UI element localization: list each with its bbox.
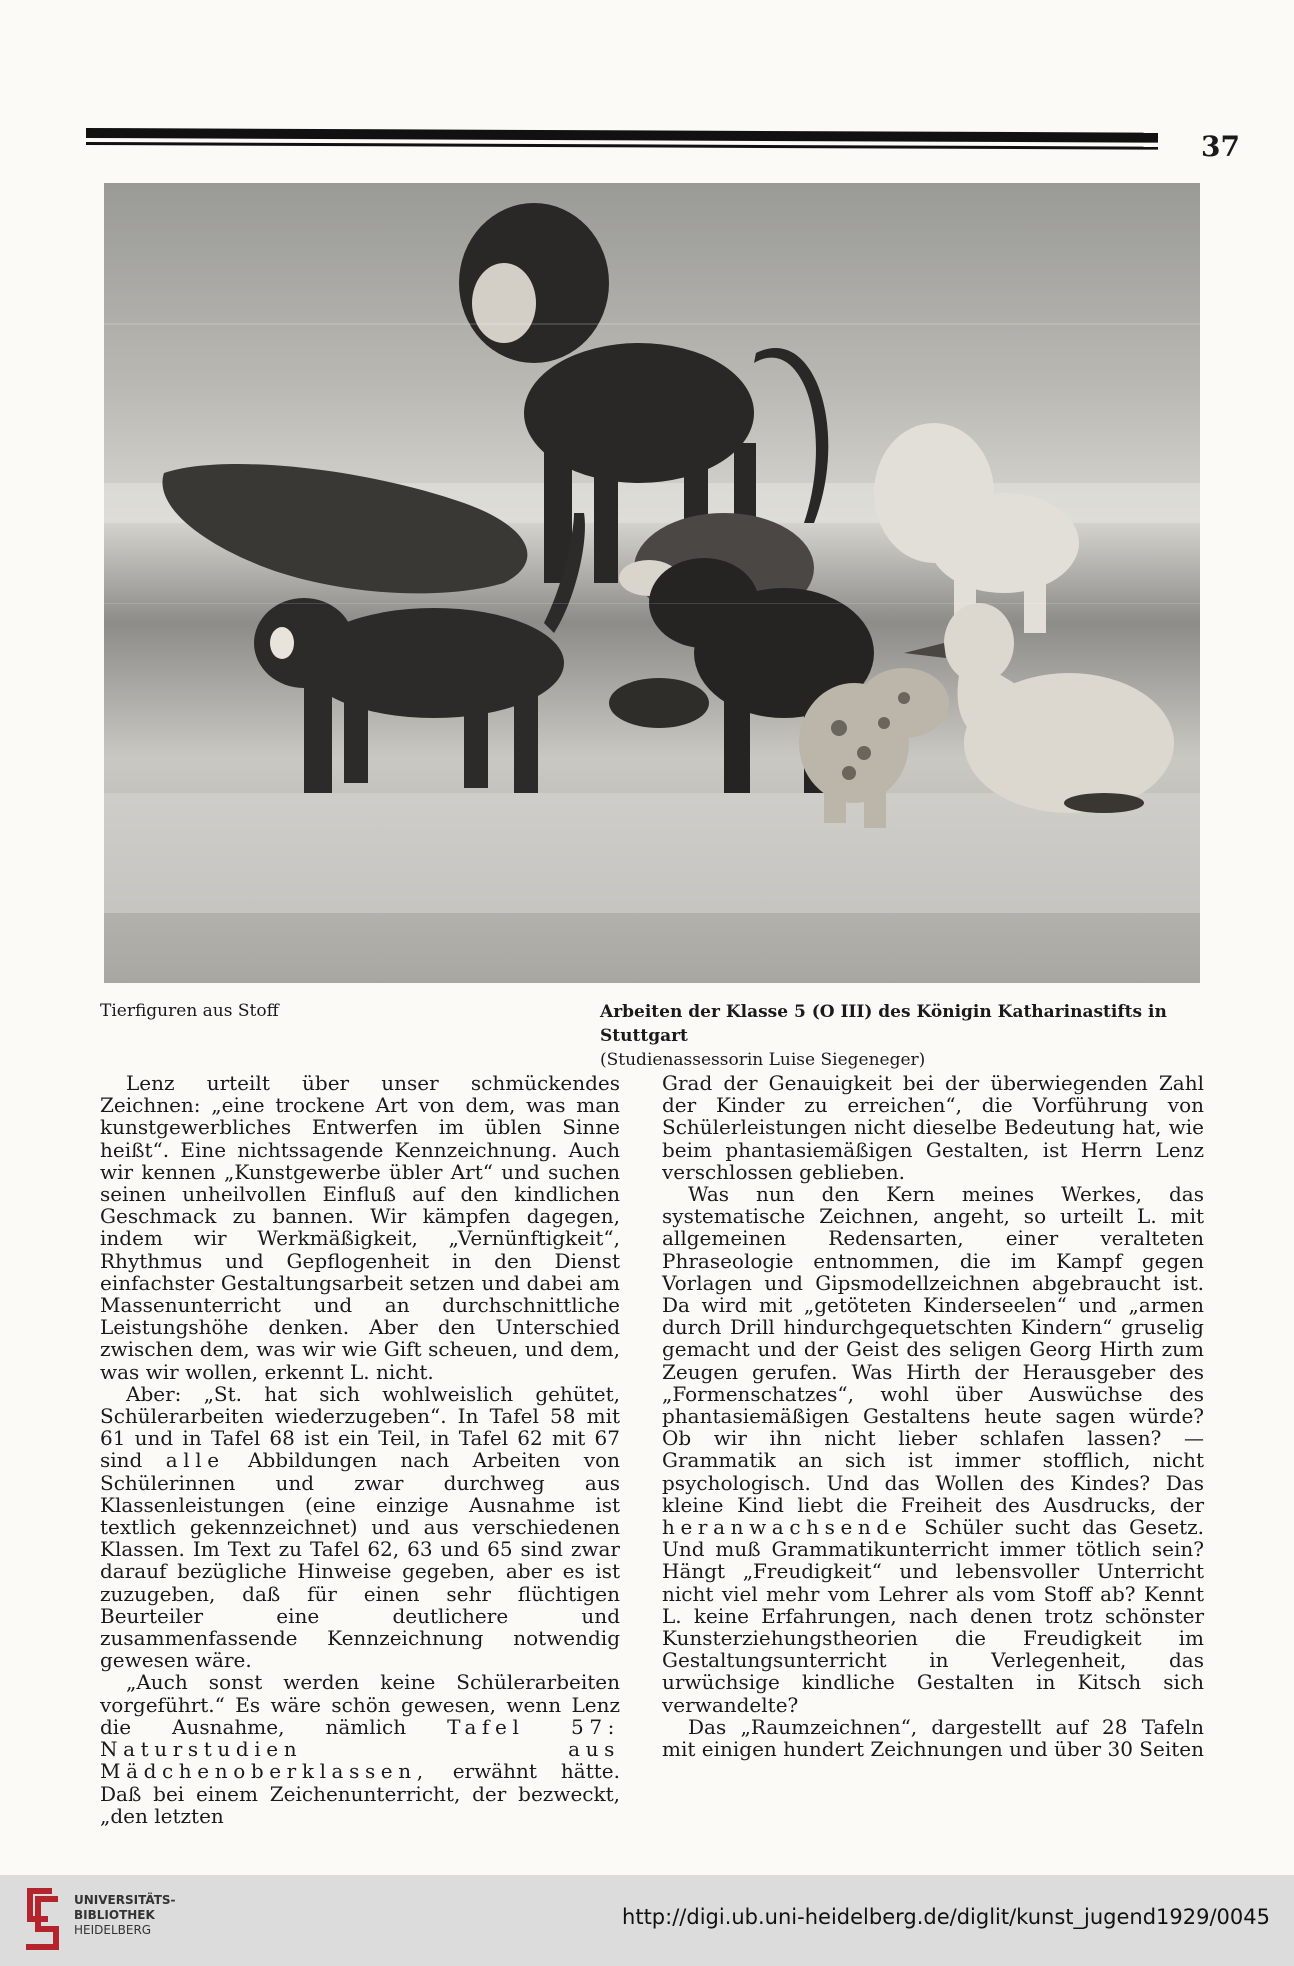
paragraph: Grad der Genauigkeit bei der überwiegenden Zahl der Kinder zu erreichen“, die Vorführung von Schülerleistungen nicht dieselbe Bedeutung hat, wie beim phantasiemäßigen Gestalten, ist Herrn Lenz verschlossen geblieben.: [662, 1071, 1204, 1184]
caption-left: Tierfiguren aus Stoff: [100, 1001, 279, 1021]
text-column-right: [662, 1072, 1204, 1760]
paragraph: Das „Raumzeichnen“, dargestellt auf 28 Tafeln mit einigen hundert Zeichnungen und über 30 Seiten: [662, 1714, 1204, 1762]
header-rule-thick: [86, 128, 1158, 143]
text-run: erwähnt hätte. Daß bei einem Zeichenunterricht, der bezweckt, „den letzten: [100, 1759, 620, 1828]
paragraph: Lenz urteilt über unser schmückendes Zeichnen: „eine trockene Art von dem, was man kunstgewerbliches Entwerfen im üblen Sinne heißt“. Eine nichtssagende Kennzeichnung. Auch wir kennen „Kunstgewerbe übler Art“ und suchen seinen unheilvollen Einfluß auf den kindlichen Geschmack zu bannen. Wir kämpfen dagegen, indem wir Werkmäßigkeit, „Vernünftigkeit“, Rhythmus und Gepflogenheit in den Dienst einfachster Gestaltungsarbeit setzen und dabei am Massenunterricht und an durchschnittliche Leistungshöhe denken. Aber den Unterschied zwischen dem, was wir wie Gift scheuen, und dem, was wir wollen, erkennt L. nicht.: [100, 1071, 620, 1384]
page-number: 37: [1201, 130, 1240, 163]
emphasis-spaced: alle: [165, 1448, 225, 1473]
text-run: Aber: „St. hat sich wohlweislich gehütet, Schülerarbeiten wiederzugeben“. In Tafel 58 mit 61 und in Tafel 68 ist ein Teil, in Tafel 62 mit 67 sind: [100, 1381, 620, 1473]
text-run: Was nun den Kern meines Werkes, das systematische Zeichnen, angeht, so urteilt L. mit allgemeinen Redensarten, einer veralteten Phraseologie entnommen, die im Kampf gegen Vorlagen und Gipsmodellzeichnen abgebraucht ist. Da wird mit „getöteten Kinderseelen“ und „armen durch Drill hindurchgequetschten Kindern“ gruselig gemacht und der Geist des seligen Georg Hirth zum Zeugen gerufen. Was Hirth der Herausgeber des „Formenschatzes“, wohl über Auswüchse des phantasiemäßigen Gestaltens heute sagen würde? Ob wir ihn nicht lieber schlafen lassen? — Grammatik an sich ist immer stofflich, nicht psychologisch. Und das Wollen des Kindes? Das kleine Kind liebt die Freiheit des Ausdrucks, der: [662, 1182, 1204, 1517]
header-rule-thin: [86, 142, 1158, 150]
text-run: Abbildungen nach Arbeiten von Schülerinnen und zwar durchweg aus Klassenleistungen (eine einzige Ausnahme ist textlich gekennzeichnet) und aus verschiedenen Klassen. Im Text zu Tafel 62, 63 und 65 sind zwar darauf bezügliche Hinweise gegeben, aber es ist zuzugeben, daß für einen sehr flüchtigen Beurteiler eine deutlichere und zusammenfassende Kennzeichnung notwendig gewesen wäre.: [100, 1448, 620, 1673]
paragraph: [100, 1383, 620, 1672]
library-logo-icon: [18, 1885, 66, 1953]
text-run: „Auch sonst werden keine Schülerarbeiten vorgeführt.“ Es wäre schön gewesen, wenn Lenz die Ausnahme, nämlich: [100, 1670, 620, 1739]
emphasis-spaced: Tafel 57: Naturstudien aus Mädchenoberklassen,: [100, 1714, 621, 1784]
logo-strokes: [26, 1891, 58, 1947]
emphasis-spaced: heranwachsende: [662, 1515, 913, 1540]
library-line2: BIBLIOTHEK: [74, 1908, 155, 1922]
figure-photo: [104, 183, 1200, 983]
photo-animal-figures: [104, 183, 1200, 983]
text-run: Schüler sucht das Gesetz. Und muß Grammatikunterricht immer tötlich sein? Hängt „Freudigkeit“ und lebensvoller Unterricht nicht viel mehr vom Lehrer als vom Stoff ab? Kennt L. keine Erfahrungen, nach denen trotz schönster Kunsterziehungstheorien die Freudigkeit im Gestaltungsunterricht in Verlegenheit, das urwüchsige kindliche Gestalten in Kitsch sich verwandelte?: [662, 1515, 1204, 1717]
text-column-left: [100, 1072, 620, 1827]
library-name: [74, 1893, 254, 1938]
caption-right-line2: (Studienassessorin Luise Siegeneger): [600, 1050, 926, 1070]
caption-right-line1: Arbeiten der Klasse 5 (O III) des Königin Katharinastifts in Stuttgart: [600, 1002, 1167, 1046]
caption-right: [600, 1000, 1210, 1072]
digitization-footer: [0, 1875, 1294, 1966]
source-url[interactable]: http://digi.ub.uni-heidelberg.de/diglit/kunst_jugend1929/0045: [622, 1905, 1270, 1929]
library-line1: UNIVERSITÄTS-: [74, 1893, 176, 1907]
paragraph: [662, 1183, 1204, 1716]
paragraph: [100, 1671, 620, 1826]
library-line3: HEIDELBERG: [74, 1923, 152, 1937]
